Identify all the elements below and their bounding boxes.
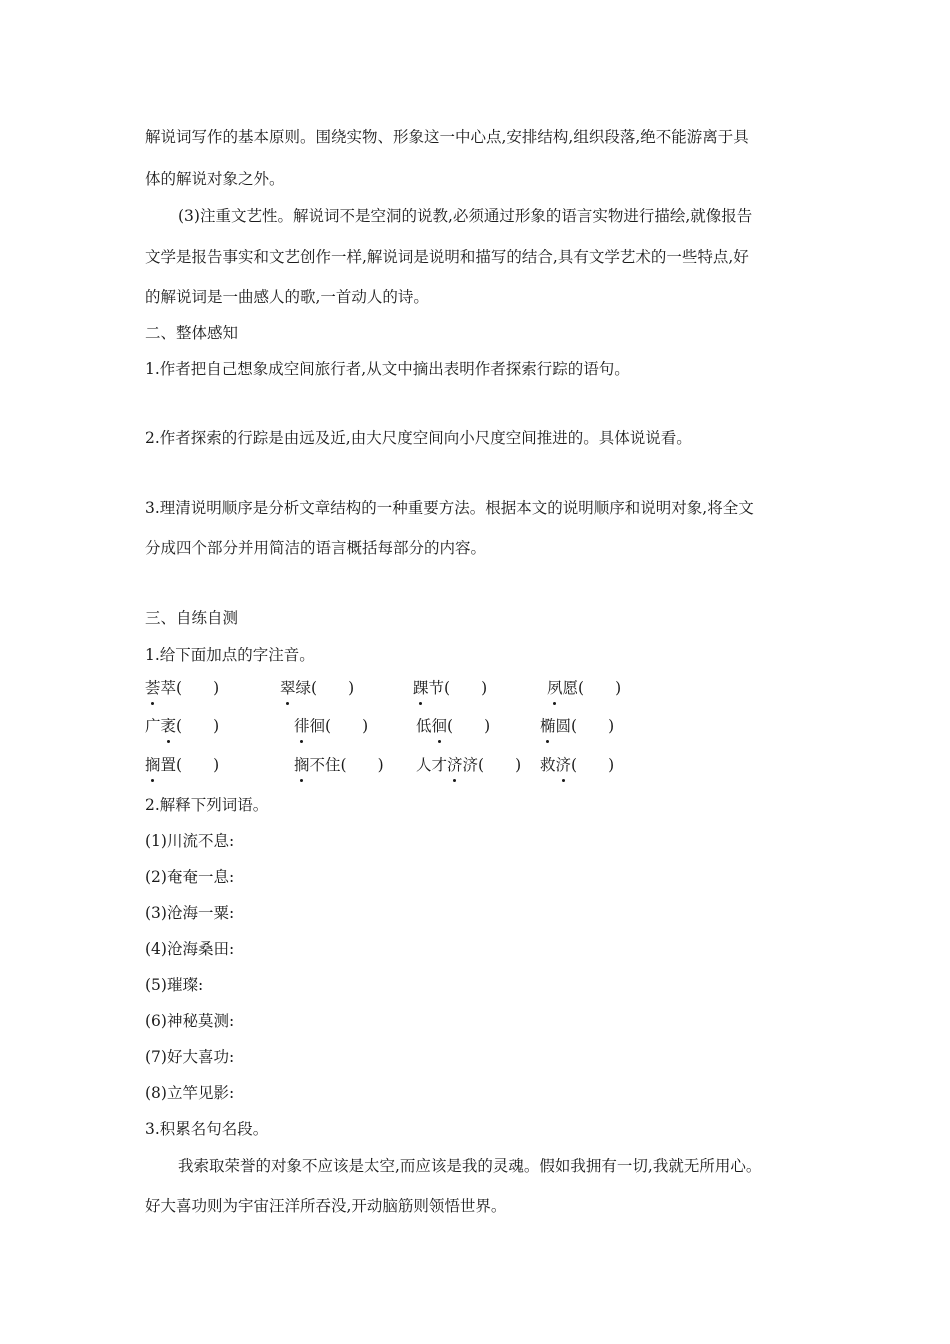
answer-blank: ( ) [571,717,615,735]
section-2-question-2: 2.作者探索的行踪是由远及近,由大尺度空间向小尺度空间推进的。具体说说看。 [145,429,692,447]
section-2-question-3-line-1: 3.理清说明顺序是分析文章结构的一种重要方法。根据本文的说明顺序和说明对象,将全文 [145,499,754,517]
term-item: (4)沧海桑田: [145,940,235,958]
term-item: (5)璀璨: [145,976,204,994]
answer-blank: ( ) [578,679,622,697]
pinyin-item: 踝节( ) [413,679,488,697]
pinyin-item: 广袤( ) [145,717,220,735]
term-item: (6)神秘莫测: [145,1012,235,1030]
dotted-char: 搁 [145,756,161,774]
dotted-char: 踝 [413,679,429,697]
answer-blank: ( ) [311,679,355,697]
term-item: (1)川流不息: [145,832,235,850]
section-3-heading: 三、自练自测 [145,609,239,627]
quote-line-2: 好大喜功则为宇宙汪洋所吞没,开动脑筋则领悟世界。 [145,1197,507,1215]
pinyin-item: 救济( ) [540,756,615,774]
section-2-question-3-line-2: 分成四个部分并用简洁的语言概括每部分的内容。 [145,539,487,557]
section-2-heading: 二、整体感知 [145,324,239,342]
answer-blank: ( ) [176,717,220,735]
pinyin-item: 低徊( ) [416,717,491,735]
dotted-char: 椭 [540,717,556,735]
dotted-char: 济 [447,756,463,774]
answer-blank: ( ) [176,756,220,774]
dotted-char: 夙 [547,679,563,697]
section-2-question-1: 1.作者把自己想象成空间旅行者,从文中摘出表明作者探索行踪的语句。 [145,360,630,378]
term-item: (2)奄奄一息: [145,868,235,886]
intro-paragraph-2-line-2: 文学是报告事实和文艺创作一样,解说词是说明和描写的结合,具有文学艺术的一些特点,好 [145,248,749,266]
quote-line-1: 我索取荣誉的对象不应该是太空,而应该是我的灵魂。假如我拥有一切,我就无所用心。 [178,1157,762,1175]
intro-paragraph-2-line-3: 的解说词是一曲感人的歌,一首动人的诗。 [145,288,429,306]
dotted-char: 济 [555,756,572,774]
pinyin-item: 荟萃( ) [145,679,220,697]
pinyin-item: 搁置( ) [145,756,220,774]
pinyin-item: 搁不住( ) [294,756,384,774]
pinyin-item: 翠绿( ) [280,679,355,697]
section-3-question-2: 2.解释下列词语。 [145,796,269,814]
pinyin-item: 椭圆( ) [540,717,615,735]
answer-blank: ( ) [340,756,384,774]
answer-blank: ( ) [447,717,491,735]
answer-blank: ( ) [444,679,488,697]
dotted-char: 搁 [294,756,310,774]
dotted-char: 袤 [160,717,177,735]
pinyin-item: 人才济济( ) [416,756,522,774]
term-item: (7)好大喜功: [145,1048,235,1066]
answer-blank: ( ) [478,756,522,774]
pinyin-item: 徘徊( ) [294,717,369,735]
answer-blank: ( ) [325,717,369,735]
section-3-question-3: 3.积累名句名段。 [145,1120,269,1138]
intro-paragraph-1-line-2: 体的解说对象之外。 [145,170,285,188]
answer-blank: ( ) [176,679,220,697]
section-3-question-1: 1.给下面加点的字注音。 [145,646,315,664]
dotted-char: 徊 [431,717,448,735]
dotted-char: 徘 [294,717,310,735]
term-item: (3)沧海一粟: [145,904,235,922]
dotted-char: 荟 [145,679,161,697]
intro-paragraph-2-line-1: (3)注重文艺性。解说词不是空洞的说教,必须通过形象的语言实物进行描绘,就像报告 [178,207,753,225]
term-item: (8)立竿见影: [145,1084,235,1102]
intro-paragraph-1-line-1: 解说词写作的基本原则。围绕实物、形象这一中心点,安排结构,组织段落,绝不能游离于具 [145,128,749,146]
pinyin-item: 夙愿( ) [547,679,622,697]
answer-blank: ( ) [571,756,615,774]
dotted-char: 翠 [280,679,296,697]
